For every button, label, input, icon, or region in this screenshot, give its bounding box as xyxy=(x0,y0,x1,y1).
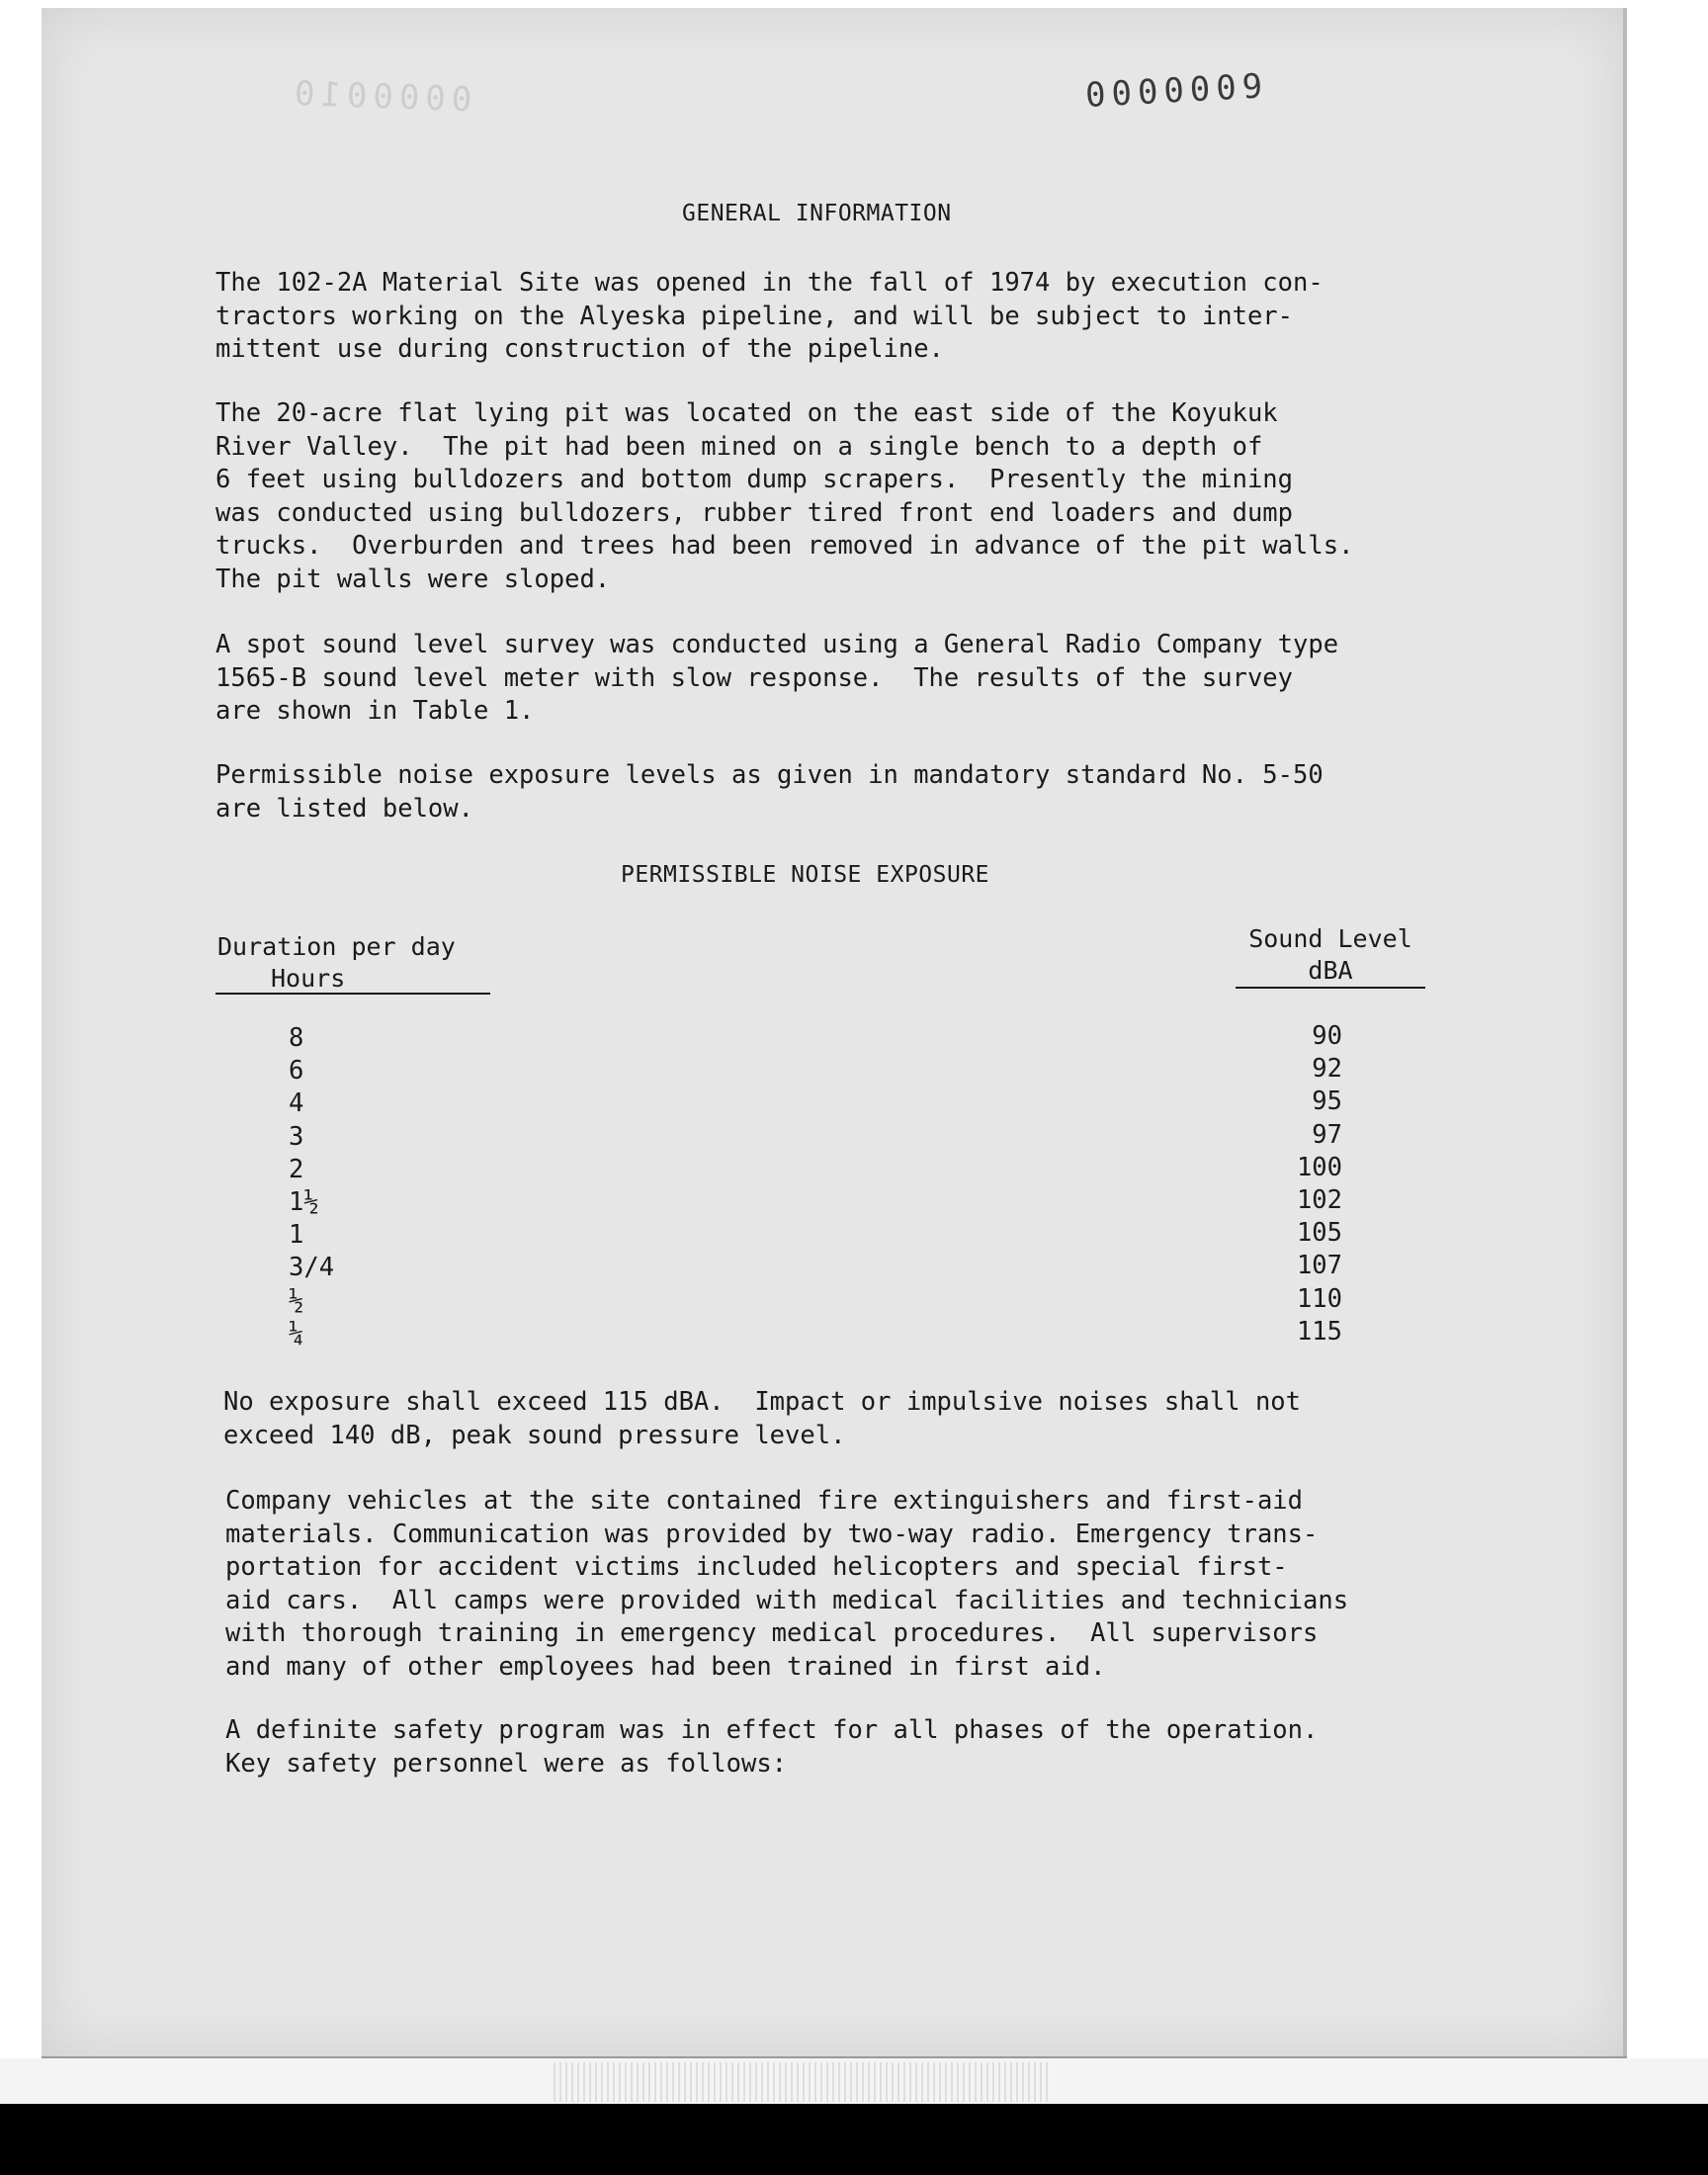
duration-header-line-2: Hours xyxy=(271,964,346,993)
duration-value: 8 xyxy=(289,1023,304,1053)
duration-header-underline xyxy=(215,993,490,995)
sound-level-header-line-1: Sound Level xyxy=(1248,924,1412,953)
text-line: Permissible noise exposure levels as given in mandatory standard No. 5-50 xyxy=(215,760,1324,790)
document-number-stamp: 0000009 xyxy=(1084,66,1270,116)
text-line: The pit walls were sloped. xyxy=(215,564,611,594)
text-line: aid cars. All camps were provided with medical facilities and technicians xyxy=(225,1585,1349,1615)
sound-level-value: 90 xyxy=(1312,1021,1342,1051)
sound-level-value: 115 xyxy=(1296,1316,1342,1347)
duration-value: 6 xyxy=(289,1056,304,1087)
sound-level-column xyxy=(1275,1020,1342,1348)
table-title: PERMISSIBLE NOISE EXPOSURE xyxy=(621,862,990,888)
duration-value: 2 xyxy=(289,1154,304,1184)
text-line: mittent use during construction of the pipeline. xyxy=(215,334,944,364)
paragraph-sound-survey xyxy=(215,629,1500,729)
sound-level-value: 95 xyxy=(1312,1087,1342,1117)
duration-value: ½ xyxy=(289,1285,304,1316)
text-line: are listed below. xyxy=(215,793,473,824)
paragraph-pit-description xyxy=(215,397,1500,596)
duration-value: 3 xyxy=(289,1121,304,1152)
text-line: Company vehicles at the site contained fire extinguishers and first-aid xyxy=(225,1486,1304,1516)
text-line: was conducted using bulldozers, rubber tired front end loaders and dump xyxy=(215,497,1294,528)
duration-column-header xyxy=(217,931,494,995)
text-line: The 102-2A Material Site was opened in the fall of 1974 by execution con- xyxy=(215,268,1324,298)
paragraph-exposure-limit xyxy=(223,1386,1508,1452)
text-line: A definite safety program was in effect for all phases of the operation. xyxy=(225,1715,1319,1745)
scanner-footer-bar xyxy=(0,2104,1708,2175)
paragraph-emergency-provisions xyxy=(225,1485,1510,1684)
duration-value: 4 xyxy=(289,1088,304,1119)
text-line: and many of other employees had been trained in first aid. xyxy=(225,1651,1106,1682)
sound-level-value: 107 xyxy=(1296,1251,1342,1281)
text-line: 1565-B sound level meter with slow response. The results of the survey xyxy=(215,662,1294,693)
text-line: are shown in Table 1. xyxy=(215,696,535,726)
text-line: No exposure shall exceed 115 dBA. Impact or impulsive noises shall not xyxy=(223,1387,1302,1417)
text-line: with thorough training in emergency medical procedures. All supervisors xyxy=(225,1618,1319,1648)
page-heading: GENERAL INFORMATION xyxy=(682,201,952,226)
text-line: River Valley. The pit had been mined on a single bench to a depth of xyxy=(215,431,1263,462)
scanner-margin-marks xyxy=(554,2062,1048,2102)
sound-level-value: 92 xyxy=(1312,1054,1342,1085)
duration-header-line-1: Duration per day xyxy=(217,932,456,961)
duration-column xyxy=(289,1022,407,1350)
duration-value: 3/4 xyxy=(289,1253,335,1283)
page-edge-shadow xyxy=(1623,8,1627,2056)
sound-level-value: 110 xyxy=(1296,1283,1342,1314)
paragraph-site-opening xyxy=(215,267,1500,367)
text-line: portation for accident victims included helicopters and special first- xyxy=(225,1552,1288,1582)
text-line: The 20-acre flat lying pit was located on the east side of the Koyukuk xyxy=(215,398,1278,428)
sound-level-header-line-2: dBA xyxy=(1308,956,1353,985)
paragraph-permissible-levels xyxy=(215,759,1500,826)
text-line: Key safety personnel were as follows: xyxy=(225,1748,788,1779)
sound-level-value: 100 xyxy=(1296,1152,1342,1182)
bleed-through-stamp: 0000010 xyxy=(288,73,472,121)
text-line: A spot sound level survey was conducted using a General Radio Company type xyxy=(215,630,1339,659)
sound-level-value: 97 xyxy=(1312,1119,1342,1150)
text-line: trucks. Overburden and trees had been removed in advance of the pit walls. xyxy=(215,531,1354,561)
text-line: tractors working on the Alyeska pipeline, and will be subject to inter- xyxy=(215,301,1294,331)
sound-level-value: 102 xyxy=(1296,1185,1342,1216)
sound-level-column-header xyxy=(1234,923,1427,987)
duration-value: ¼ xyxy=(289,1318,304,1348)
sound-level-header-underline xyxy=(1236,987,1425,989)
text-line: 6 feet using bulldozers and bottom dump scrapers. Presently the mining xyxy=(215,465,1294,494)
text-line: exceed 140 dB, peak sound pressure level. xyxy=(223,1420,846,1450)
sound-level-value: 105 xyxy=(1296,1218,1342,1249)
duration-value: 1 xyxy=(289,1220,304,1251)
duration-value: 1½ xyxy=(289,1187,319,1218)
paragraph-safety-program xyxy=(225,1714,1510,1781)
text-line: materials. Communication was provided by two-way radio. Emergency trans- xyxy=(225,1519,1319,1549)
